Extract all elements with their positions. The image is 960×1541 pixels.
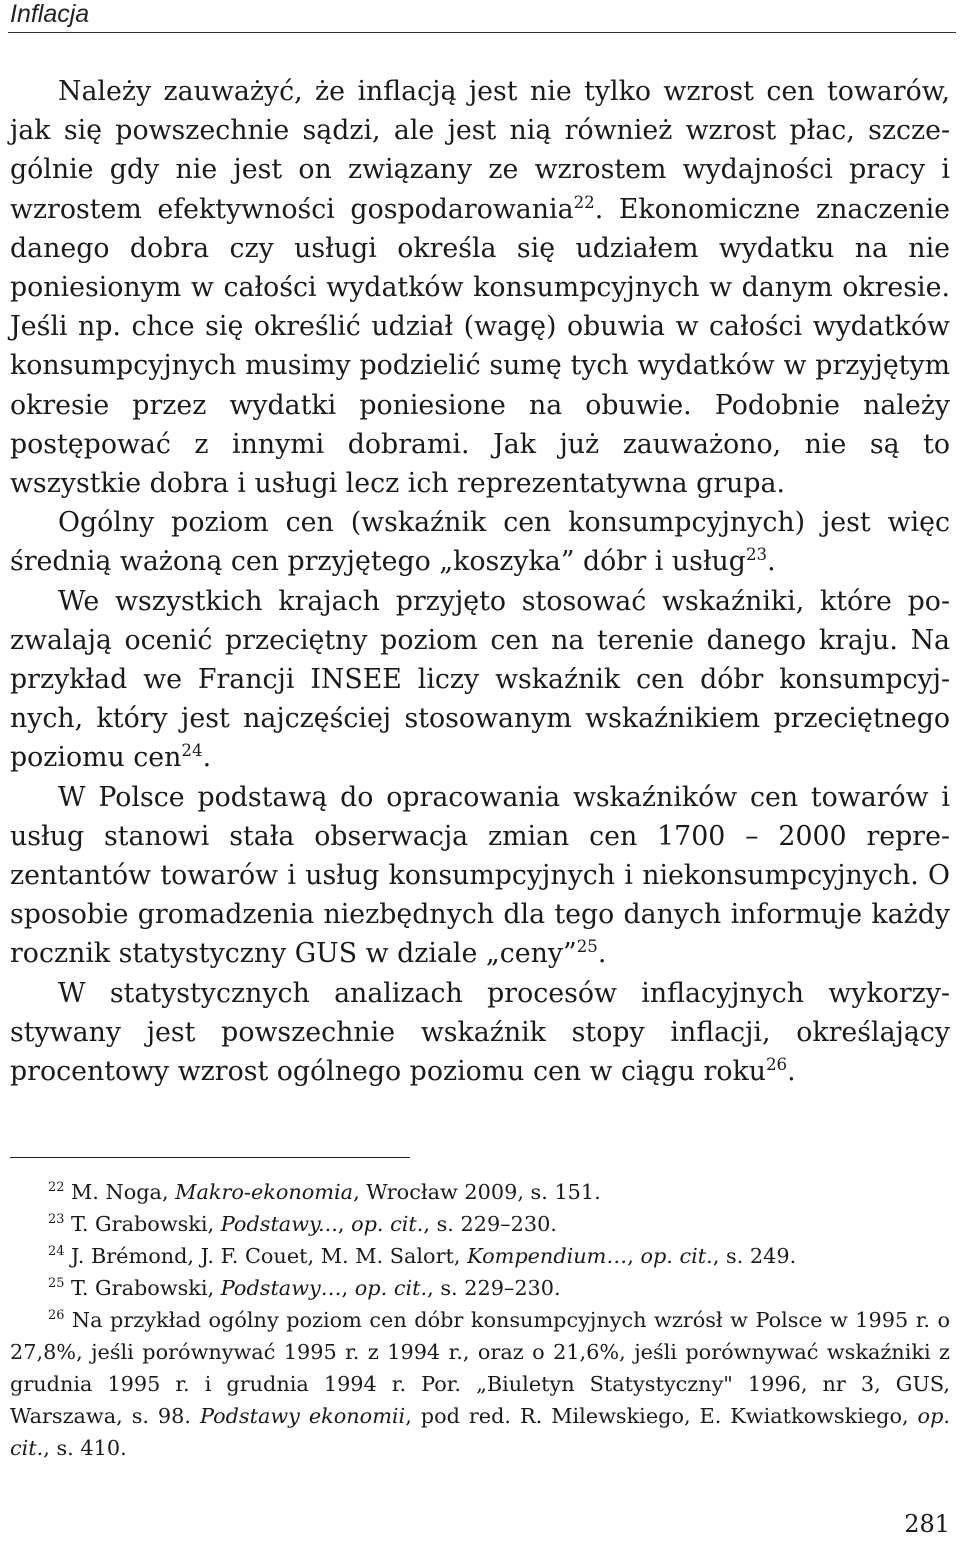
paragraph-3 [10,582,950,778]
footnote-number: 24 [48,1244,65,1260]
cited-title: Makro-ekonomia [175,1180,354,1204]
footnotes [10,1176,950,1464]
text-span: , Wrocław 2009, s. 151. [353,1180,601,1204]
footnote-23 [10,1208,950,1240]
text-span: , [627,1244,641,1268]
text-span: Na przykład ogólny poziom cen dóbr konsumpcyjnych wzrósł w Polsce w 1995 r. o 27,8%, jeśli porównywać 1995 r. z 1994 r., oraz o 21,6%, jeśli porównywać wskaźniki z grudnia 1995 r. i grudnia 1994 r. Por. „Biuletyn Statystyczny" 1996, nr 3, GUS, Warszawa, s. 98. [10,1308,950,1428]
text-span: W Polsce podstawą do opracowania wskaźników cen towarów i usług stanowi stała obserwacja zmian cen 1700 – 2000 reprezentantów towarów i usług konsumpcyjnych i niekonsumpcyjnych. O sposobie gromadzenia niezbędnych dla tego danych informuje każdy rocznik statystyczny GUS w dziale „ceny” [10,781,950,970]
cited-title: Podstawy ekonomii [199,1404,406,1428]
paragraph-5 [10,974,950,1092]
op-cit: op. cit. [10,1404,950,1460]
text-span: M. Noga, [64,1180,176,1204]
text-span: . Ekonomiczne znaczenie danego dobra czy usługi określa się udziałem wydatku na nie poniesionym w całości wydatków konsumpcyjnych w danym okresie. Jeśli np. chce się określić udział (wagę) obuwia w całości wydatków konsumpcyjnych musimy podzielić sumę tych wydatków w przyjętym okresie przez wydatki poniesione na obuwie. Podobnie należy postępować z innymi dobrami. Jak już zauważono, nie są to wszystkie dobra i usługi lecz ich reprezentatywna grupa. [10,193,950,500]
cited-title: Kompendium… [467,1244,628,1268]
cited-title: Podstawy… [220,1276,342,1300]
text-span: Ogólny poziom cen (wskaźnik cen konsumpcyjnych) jest więc średnią ważoną cen przyjętego „koszyka” dóbr i usług [10,507,950,578]
text-span: T. Grabowski, [64,1212,221,1236]
text-span: We wszystkich krajach przyjęto stosować wskaźniki, które pozwalają ocenić przeciętny poziom cen na terenie danego kraju. Na przykład we Francji INSEE liczy wskaźnik cen dóbr konsumpcyjnych, który jest najczęściej stosowanym wskaźnikiem przeciętnego poziomu cen [10,585,950,774]
footnote-22 [10,1176,950,1208]
footnote-ref-23[interactable]: 23 [745,545,768,565]
footnote-number: 26 [48,1308,65,1324]
footnote-ref-24[interactable]: 24 [181,741,203,761]
text-span: , s. 249. [712,1244,797,1268]
text-span: , [341,1276,355,1300]
paragraph-4 [10,778,950,974]
text-span: , s. 410. [43,1436,127,1460]
page-header [8,0,956,33]
footnote-divider [10,1157,410,1158]
footnote-ref-25[interactable]: 25 [576,937,598,957]
footnote-number: 23 [48,1212,65,1228]
op-cit: op. cit. [354,1276,428,1300]
paragraph-2 [10,503,950,581]
text-span: , [337,1212,352,1236]
text-span: T. Grabowski, [64,1276,221,1300]
text-span: . [787,1056,796,1088]
text-span: , s. 229–230. [423,1212,557,1236]
text-span: , pod red. R. Milewskiego, E. Kwiatkowskiego, [405,1404,918,1428]
cited-title: Podstawy... [220,1212,338,1236]
footnote-ref-22[interactable]: 22 [573,192,595,212]
text-span: . [767,546,776,578]
footnote-number: 25 [48,1276,65,1292]
footnote-26 [10,1304,950,1464]
page-number: 281 [904,1510,950,1538]
text-span: , s. 229–230. [427,1276,561,1300]
body-text [10,72,950,1091]
op-cit: op. cit. [351,1212,424,1236]
footnote-ref-26[interactable]: 26 [765,1055,788,1075]
footnote-25 [10,1272,950,1304]
footnote-number: 22 [48,1180,65,1196]
text-span: J. Brémond, J. F. Couet, M. M. Salort, [64,1244,468,1268]
text-span: Należy zauważyć, że inflacją jest nie tylko wzrost cen towarów, jak się powszechnie sądzi, ale jest nią również wzrost płac, szczególnie gdy nie jest on związany ze wzrostem wydajności pracy i wzrostem efektywności gospodarowania [10,76,950,225]
running-head: Inflacja [10,0,90,28]
op-cit: op. cit. [640,1244,713,1268]
text-span: W statystycznych analizach procesów inflacyjnych wykorzystywany jest powszechnie wskaźnik stopy inflacji, określający procentowy wzrost ogólnego poziomu cen w ciągu roku [10,977,950,1088]
footnote-24 [10,1240,950,1272]
text-span: . [202,742,212,774]
paragraph-1 [10,72,950,503]
text-span: . [597,938,607,970]
